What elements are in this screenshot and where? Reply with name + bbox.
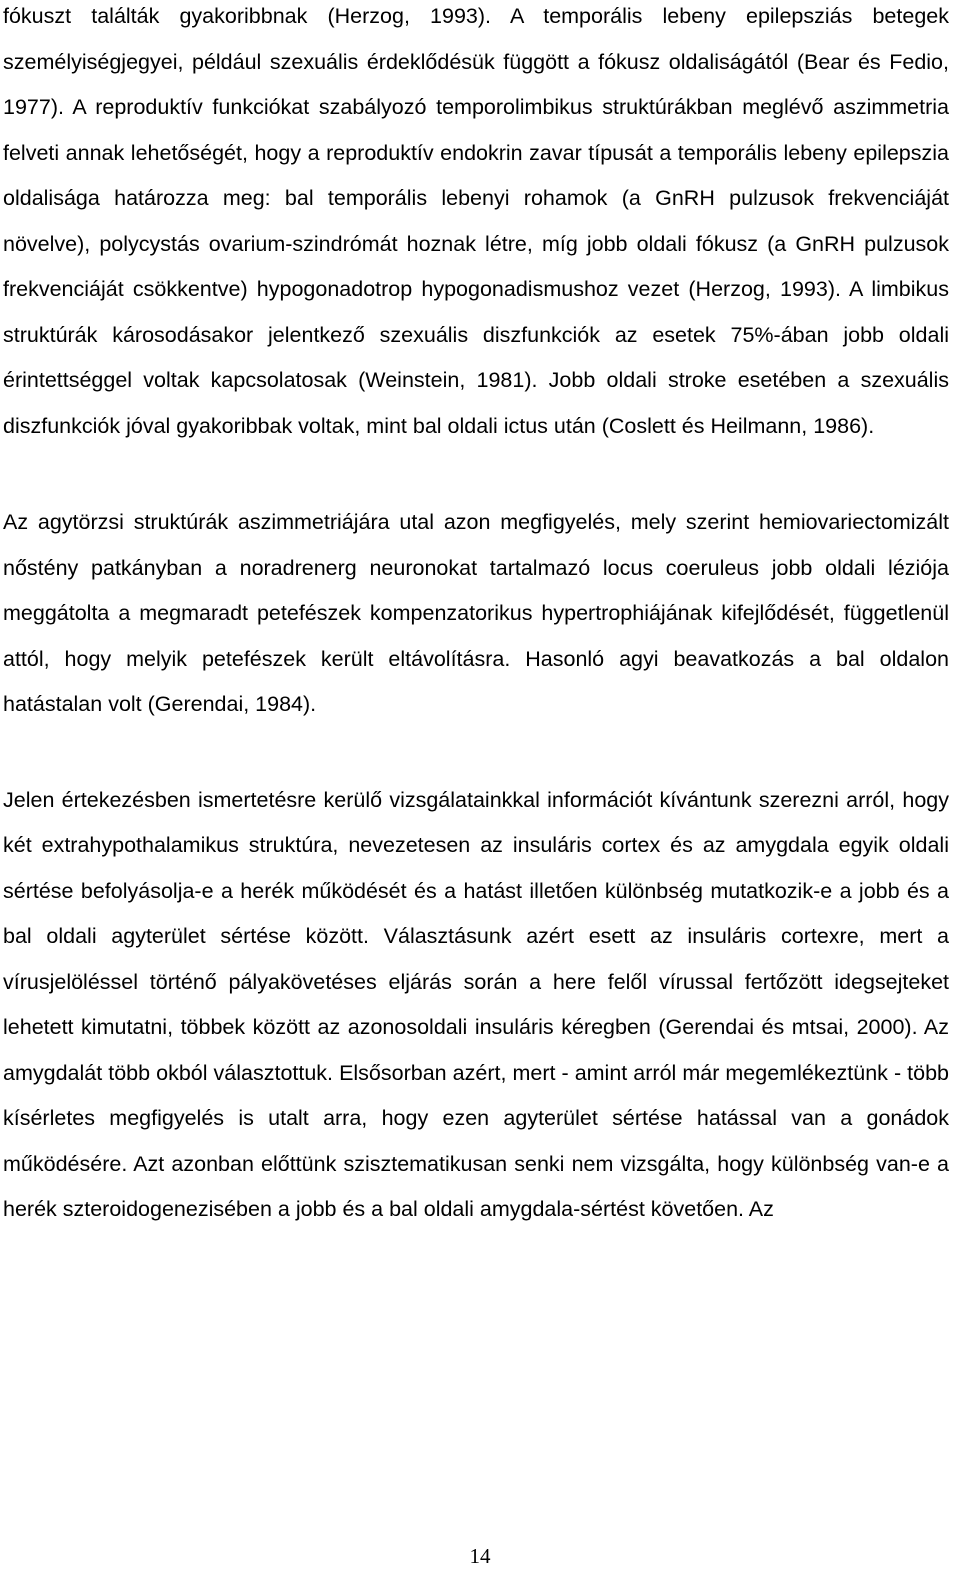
paragraph: Az agytörzsi struktúrák aszimmetriájára utal azon megfigyelés, mely szerint hemiovariectomizált nőstény patkányban a noradrenerg neuronokat tartalmazó locus coeruleus jobb oldali léziója meggátolta a megmaradt petefészek kompenzatorikus hypertrophiájának kifejlődését, függetlenül attól, hogy melyik petefészek került eltávolításra. Hasonló agyi beavatkozás a bal oldalon hatástalan volt (Gerendai, 1984).: [3, 510, 949, 716]
page-number: 14: [469, 1544, 491, 1568]
document-page: [3, 0, 949, 1233]
paragraph: Jelen értekezésben ismertetésre kerülő vizsgálatainkkal információt kívántunk szerezni arról, hogy két extrahypothalamikus struktúra, nevezetesen az insuláris cortex és az amygdala egyik oldali sértése befolyásolja-e a herék működését és a hatást illetően különbség mutatkozik-e a jobb és a bal oldali agyterület sértése között. Választásunk azért esett az insuláris cortexre, mert a vírusjelöléssel történő pályakövetéses eljárás során a here felől vírussal fertőzött idegsejteket lehetett kimutatni, többek között az azonosoldali insuláris kéregben (Gerendai és mtsai, 2000). Az amygdalát több okból választottuk. Elsősorban azért, mert - amint arról már megemlékeztünk - több kísérletes megfigyelés is utalt arra, hogy ezen agyterület sértése hatással van a gonádok működésére. Azt azonban előttünk szisztematikusan senki nem vizsgálta, hogy különbség van-e a herék szteroidogenezisében a jobb és a bal oldali amygdala-sértést követően. Az: [3, 787, 949, 1221]
paragraph: fókuszt találták gyakoribbnak (Herzog, 1993). A temporális lebeny epilepsziás betegek személyiségjegyei, például szexuális érdeklődésük függött a fókusz oldaliságától (Bear és Fedio, 1977). A reproduktív funkciókat szabályozó temporolimbikus struktúrákban meglévő aszimmetria felveti annak lehetőségét, hogy a reproduktív endokrin zavar típusát a temporális lebeny epilepszia oldalisága határozza meg: bal temporális lebenyi rohamok (a GnRH pulzusok frekvenciáját növelve), polycystás ovarium-szindrómát hoznak létre, míg jobb oldali fókusz (a GnRH pulzusok frekvenciáját csökkentve) hypogonadotrop hypogonadismushoz vezet (Herzog, 1993). A limbikus struktúrák károsodásakor jelentkező szexuális diszfunkciók az esetek 75%-ában jobb oldali érintettséggel voltak kapcsolatosak (Weinstein, 1981). Jobb oldali stroke esetében a szexuális diszfunkciók jóval gyakoribbak voltak, mint bal oldali ictus után (Coslett és Heilmann, 1986).: [3, 4, 949, 438]
